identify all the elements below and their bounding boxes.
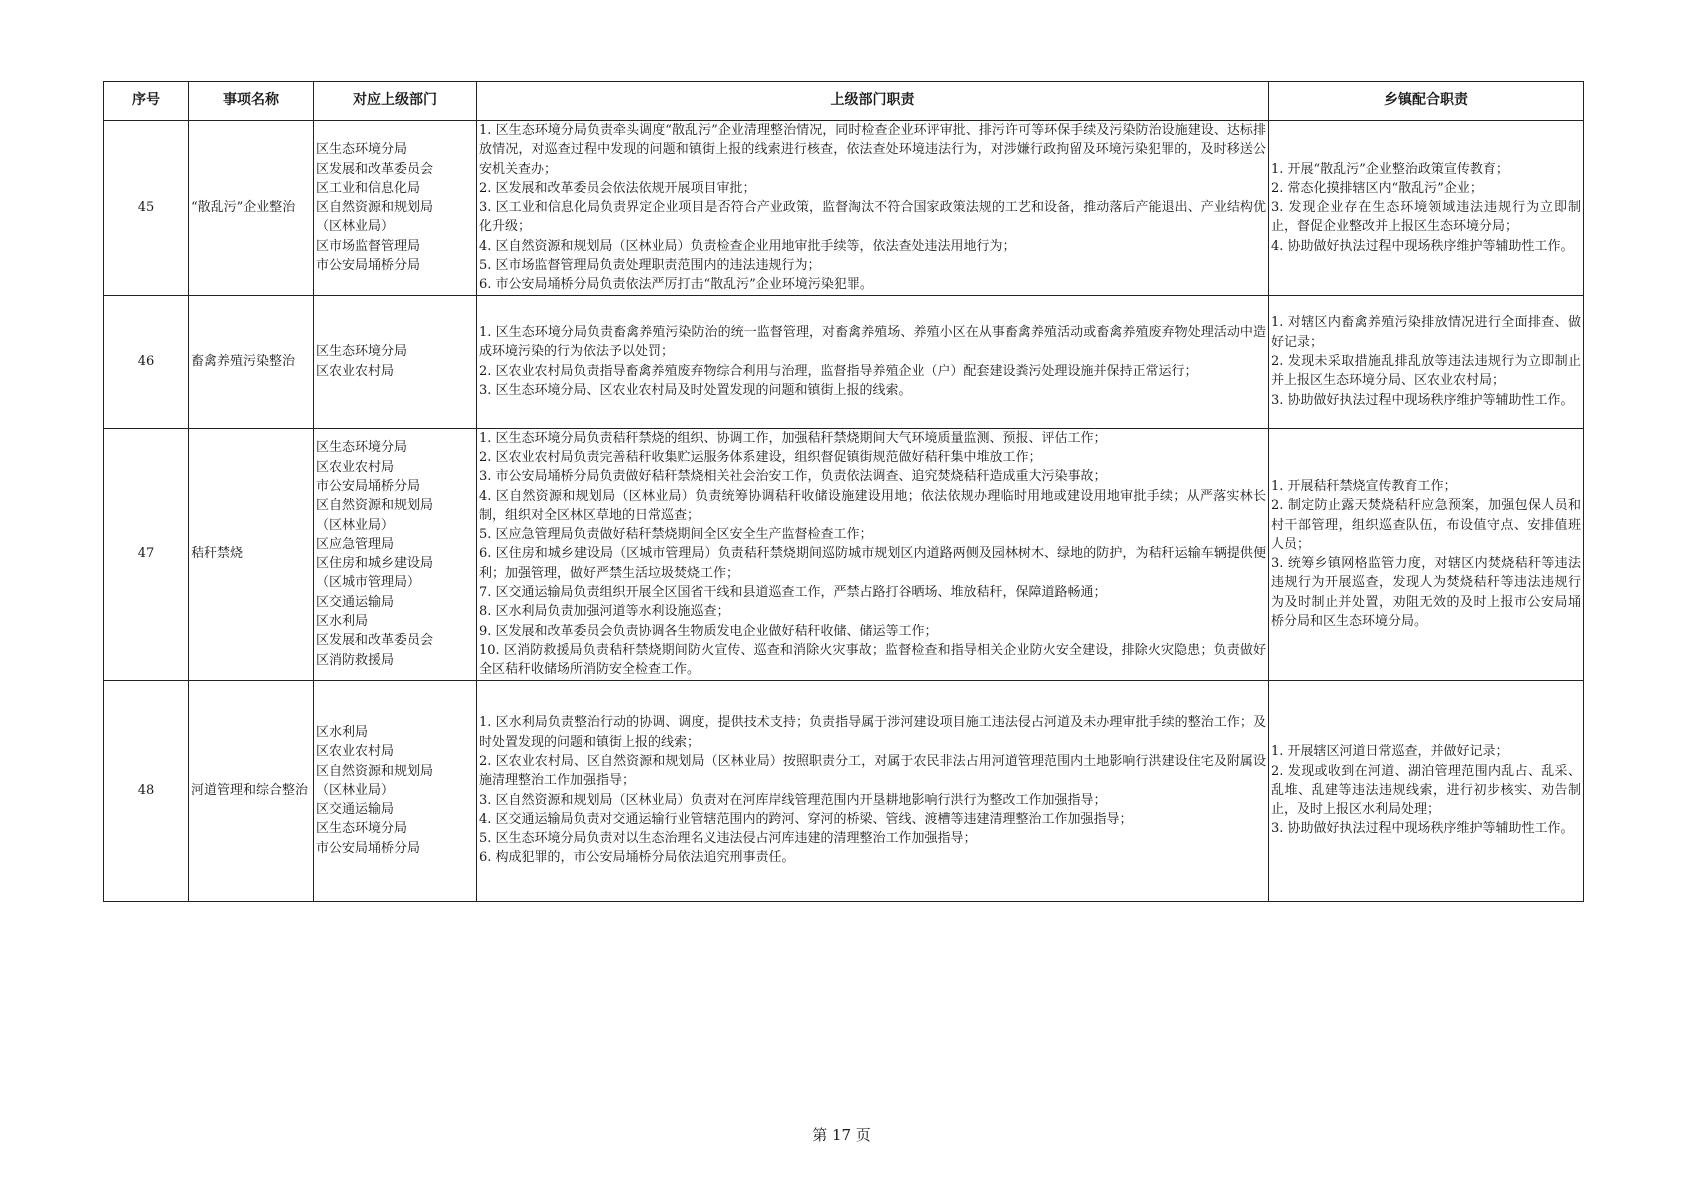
header-coop: 乡镇配合职责	[1269, 82, 1584, 121]
dept-item: 区发展和改革委员会	[316, 633, 434, 649]
dept-item: 市公安局埇桥分局	[316, 258, 421, 274]
duty-item: 2. 区农业农村局负责指导畜禽养殖废弃物综合利用与治理，监督指导养殖企业（户）配套建设粪污处理设施并保持正常运行；	[479, 363, 1198, 379]
table-row	[104, 121, 1584, 296]
table-row	[104, 680, 1584, 901]
row-depts	[314, 428, 477, 680]
duty-item: 5. 区生态环境分局负责对以生态治理名义违法侵占河库违建的清理整治工作加强指导；	[479, 831, 977, 847]
coop-item: 3. 协助做好执法过程中现场秩序维护等辅助性工作。	[1271, 392, 1574, 408]
dept-item: 区自然资源和规划局	[316, 763, 434, 779]
row-depts	[314, 121, 477, 296]
row-duties	[477, 428, 1269, 680]
table-row	[104, 295, 1584, 428]
duty-item: 3. 区工业和信息化局负责界定企业项目是否符合产业政策，监督淘汰不符合国家政策法规的工艺和设备，推动落后产能退出、产业结构优化升级；	[479, 200, 1266, 235]
dept-item: 区农业农村局	[316, 363, 395, 379]
duty-item: 9. 区发展和改革委员会负责协调各生物质发电企业做好秸秆收储、储运等工作；	[479, 623, 938, 639]
header-name: 事项名称	[189, 82, 314, 121]
coop-item: 2. 发现未采取措施乱排乱放等违法违规行为立即制止并上报区生态环境分局、区农业农村局；	[1271, 354, 1581, 389]
row-coop	[1269, 428, 1584, 680]
coop-item: 3. 统筹乡镇网格监管力度，对辖区内焚烧秸秆等违法违规行为开展巡查，发现人为焚烧秸秆等违法违规行为及时制止并处置，劝阻无效的及时上报市公安局埇桥分局和区生态环境分局。	[1271, 556, 1581, 629]
duty-item: 2. 区农业农村局负责完善秸秆收集贮运服务体系建设，组织督促镇街规范做好秸秆集中堆放工作；	[479, 449, 1042, 465]
duty-item: 4. 区自然资源和规划局（区林业局）负责统筹协调秸秆收储设施建设用地；依法依规办理临时用地或建设用地审批手续；从严落实林长制，组织对全区林区草地的日常巡查；	[479, 488, 1266, 523]
duty-item: 5. 区市场监督管理局负责处理职责范围内的违法违规行为；	[479, 258, 821, 274]
row-seq: 46	[104, 295, 189, 428]
table-row	[104, 428, 1584, 680]
dept-item: （区林业局）	[316, 517, 395, 533]
dept-item: 区自然资源和规划局	[316, 498, 434, 514]
duty-table	[103, 81, 1584, 902]
dept-item: 区生态环境分局	[316, 821, 408, 837]
dept-item: （区林业局）	[316, 219, 395, 235]
coop-item: 2. 常态化摸排辖区内“散乱污”企业；	[1271, 180, 1483, 196]
dept-item: （区林业局）	[316, 782, 395, 798]
row-duties	[477, 680, 1269, 901]
dept-item: 市公安局埇桥分局	[316, 478, 421, 494]
row-name: 河道管理和综合整治	[189, 680, 314, 901]
dept-item: 区交通运输局	[316, 594, 395, 610]
coop-item: 1. 对辖区内畜禽养殖污染排放情况进行全面排查、做好记录；	[1271, 315, 1581, 350]
duty-item: 6. 构成犯罪的，市公安局埇桥分局依法追究刑事责任。	[479, 850, 795, 866]
header-duties: 上级部门职责	[477, 82, 1269, 121]
row-coop	[1269, 121, 1584, 296]
duty-item: 2. 区农业农村局、区自然资源和规划局（区林业局）按照职责分工，对属于农民非法占用河道管理范围内土地影响行洪建设住宅及附属设施清理整治工作加强指导；	[479, 753, 1266, 789]
dept-item: （区城市管理局）	[316, 575, 421, 591]
duty-item: 3. 区生态环境分局、区农业农村局及时处置发现的问题和镇街上报的线索。	[479, 382, 912, 398]
coop-item: 3. 发现企业存在生态环境领域违法违规行为立即制止，督促企业整改并上报区生态环境分局；	[1271, 200, 1581, 235]
duty-item: 1. 区水利局负责整治行动的协调、调度，提供技术支持；负责指导属于涉河建设项目施工违法侵占河道及未办理审批手续的整治工作；及时处置发现的问题和镇街上报的线索；	[479, 715, 1266, 750]
duty-item: 7. 区交通运输局负责组织开展全区国省干线和县道巡查工作，严禁占路打谷晒场、堆放秸秆，保障道路畅通；	[479, 585, 1107, 601]
header-seq: 序号	[104, 82, 189, 121]
duty-item: 6. 市公安局埇桥分局负责依法严厉打击“散乱污”企业环境污染犯罪。	[479, 277, 873, 293]
duty-item: 4. 区交通运输局负责对交通运输行业管辖范围内的跨河、穿河的桥梁、管线、渡槽等违建清理整治工作加强指导；	[479, 811, 1133, 827]
row-name: 畜禽养殖污染整治	[189, 295, 314, 428]
dept-item: 区生态环境分局	[316, 344, 408, 360]
page-number: 第 17 页	[812, 1126, 871, 1144]
row-seq: 48	[104, 680, 189, 901]
dept-item: 区生态环境分局	[316, 440, 408, 456]
coop-item: 4. 协助做好执法过程中现场秩序维护等辅助性工作。	[1271, 238, 1574, 254]
row-coop	[1269, 680, 1584, 901]
coop-item: 2. 发现或收到在河道、湖泊管理范围内乱占、乱采、乱堆、乱建等违法违规线索，进行初步核实、劝告制止，及时上报区水利局处理；	[1271, 763, 1581, 818]
row-duties	[477, 295, 1269, 428]
dept-item: 区工业和信息化局	[316, 180, 421, 196]
dept-item: 区交通运输局	[316, 802, 395, 818]
row-name: 秸秆禁烧	[189, 428, 314, 680]
duty-item: 1. 区生态环境分局负责畜禽养殖污染防治的统一监督管理，对畜禽养殖场、养殖小区在从事畜禽养殖活动或畜禽养殖废弃物处理活动中造成环境污染的行为依法予以处罚；	[479, 325, 1266, 360]
dept-item: 区自然资源和规划局	[316, 200, 434, 216]
coop-item: 1. 开展秸秆禁烧宣传教育工作；	[1271, 478, 1457, 494]
row-name: “散乱污”企业整治	[189, 121, 314, 296]
dept-item: 区市场监督管理局	[316, 238, 421, 254]
row-duties	[477, 121, 1269, 296]
duty-item: 6. 区住房和城乡建设局（区城市管理局）负责秸秆禁烧期间巡防城市规划区内道路两侧及园林树木、绿地的防护，为秸秆运输车辆提供便利；加强管理，做好严禁生活垃圾焚烧工作；	[479, 546, 1266, 581]
header-row	[104, 82, 1584, 121]
duty-item: 2. 区发展和改革委员会依法依规开展项目审批；	[479, 180, 756, 196]
duty-item: 10. 区消防救援局负责秸秆禁烧期间防火宣传、巡查和消除火灾事故；监督检查和指导相关企业防火安全建设，排除火灾隐患；负责做好全区秸秆收储场所消防安全检查工作。	[479, 642, 1266, 678]
coop-item: 1. 开展“散乱污”企业整治政策宣传教育；	[1271, 161, 1509, 177]
row-depts	[314, 295, 477, 428]
duty-item: 1. 区生态环境分局负责秸秆禁烧的组织、协调工作，加强秸秆禁烧期间大气环境质量监测、预报、评估工作；	[479, 430, 1107, 446]
dept-item: 区水利局	[316, 724, 369, 740]
dept-item: 区农业农村局	[316, 744, 395, 760]
coop-item: 3. 协助做好执法过程中现场秩序维护等辅助性工作。	[1271, 821, 1574, 837]
row-seq: 45	[104, 121, 189, 296]
dept-item: 区住房和城乡建设局	[316, 556, 434, 572]
dept-item: 区应急管理局	[316, 536, 395, 552]
dept-item: 区农业农村局	[316, 459, 395, 475]
duty-item: 4. 区自然资源和规划局（区林业局）负责检查企业用地审批手续等，依法查处违法用地行为；	[479, 238, 1016, 254]
duty-item: 5. 区应急管理局负责做好秸秆禁烧期间全区安全生产监督检查工作；	[479, 527, 873, 543]
header-depts: 对应上级部门	[314, 82, 477, 121]
duty-item: 3. 市公安局埇桥分局负责做好秸秆禁烧相关社会治安工作，负责依法调查、追究焚烧秸秆造成重大污染事故；	[479, 469, 1107, 485]
dept-item: 区发展和改革委员会	[316, 161, 434, 177]
coop-item: 2. 制定防止露天焚烧秸秆应急预案，加强包保人员和村干部管理，组织巡查队伍，布设值守点、安排值班人员；	[1271, 498, 1581, 552]
row-seq: 47	[104, 428, 189, 680]
dept-item: 区水利局	[316, 613, 369, 629]
dept-item: 区消防救援局	[316, 652, 395, 668]
duty-item: 1. 区生态环境分局负责牵头调度“散乱污”企业清理整治情况，同时检查企业环评审批、排污许可等环保手续及污染防治设施建设、达标排放情况，对巡查过程中发现的问题和镇街上报的线索进行核查，依法查处环境违法行为，对涉嫌行政拘留及环境污染犯罪的，及时移送公安机关查办；	[479, 123, 1266, 177]
dept-item: 区生态环境分局	[316, 142, 408, 158]
duty-item: 8. 区水利局负责加强河道等水利设施巡查；	[479, 604, 730, 620]
row-coop	[1269, 295, 1584, 428]
row-depts	[314, 680, 477, 901]
coop-item: 1. 开展辖区河道日常巡查，并做好记录；	[1271, 744, 1509, 760]
duty-item: 3. 区自然资源和规划局（区林业局）负责对在河库岸线管理范围内开垦耕地影响行洪行为整改工作加强指导；	[479, 792, 1107, 808]
dept-item: 市公安局埇桥分局	[316, 840, 421, 856]
